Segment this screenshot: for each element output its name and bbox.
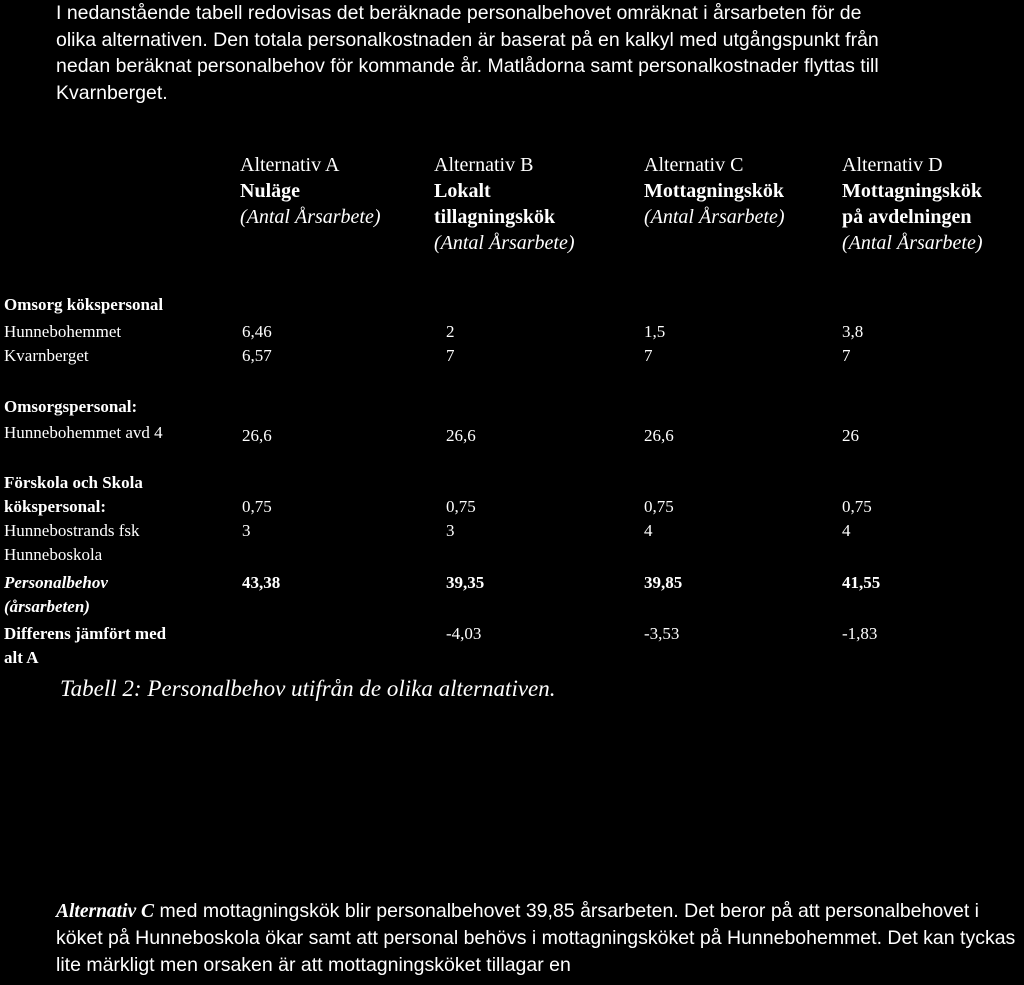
cell-kvarnberget-b: 7 xyxy=(446,346,455,365)
row-label-hunnebohemmet: Hunnebohemmet xyxy=(4,322,122,341)
cell-personalbehov-b: 39,35 xyxy=(446,573,485,592)
column-header-line4: (Antal Årsarbete) xyxy=(842,232,983,254)
outro-lead: Alternativ C xyxy=(56,901,155,922)
column-header-line2: Mottagningskök xyxy=(842,180,983,202)
cell-avd4-d: 26 xyxy=(842,426,859,445)
cell-avd4-a: 26,6 xyxy=(242,426,272,445)
cell-hunnebostrand-a: 3 xyxy=(242,521,251,540)
column-header-alt-a xyxy=(240,152,381,230)
column-header-alt-b xyxy=(434,152,575,256)
cell-differens-c: -3,53 xyxy=(644,624,680,643)
section-omsorgspersonal: Omsorgspersonal: xyxy=(4,397,138,416)
cell-kvarnberget-d: 7 xyxy=(842,346,851,365)
cell-differens-d: -1,83 xyxy=(842,624,878,643)
column-header-line1: Alternativ B xyxy=(434,154,534,176)
cell-hunnebohemmet-c: 1,5 xyxy=(644,322,666,341)
cell-personalbehov-c: 39,85 xyxy=(644,573,683,592)
cell-hunnebostrand-b: 3 xyxy=(446,521,455,540)
row-label-hunneboskola: Hunneboskola xyxy=(4,545,103,564)
row-label-arsarbeten: (årsarbeten) xyxy=(4,597,90,616)
table-caption: Tabell 2: Personalbehov utifrån de olika alternativen. xyxy=(60,676,556,701)
row-label-avd4: Hunnebohemmet avd 4 xyxy=(4,423,163,442)
cell-forskola-d: 0,75 xyxy=(842,497,872,516)
cell-kvarnberget-a: 6,57 xyxy=(242,346,272,365)
section-forskola-kokspersonal: kökspersonal: xyxy=(4,497,107,516)
outro-text: med mottagningskök blir personalbehovet 39,85 årsarbeten. Det beror på att personalbehovet i köket på Hunneboskola ökar samt att personal behövs i mottagningsköket på Hunnebohemmet. Det kan tyckas lite märkligt men orsaken är att mottagningsköket tillagar en xyxy=(56,900,1016,976)
column-header-line3: (Antal Årsarbete) xyxy=(644,206,785,228)
cell-avd4-b: 26,6 xyxy=(446,426,476,445)
cell-kvarnberget-c: 7 xyxy=(644,346,653,365)
column-header-line1: Alternativ D xyxy=(842,154,943,176)
cell-personalbehov-d: 41,55 xyxy=(842,573,881,592)
column-header-alt-d xyxy=(842,152,983,256)
row-label-differens: Differens jämfört med xyxy=(4,624,167,643)
section-forskola-skola: Förskola och Skola xyxy=(4,473,143,492)
column-header-line1: Alternativ A xyxy=(240,154,340,176)
column-header-line3: tillagningskök xyxy=(434,206,556,228)
row-label-kvarnberget: Kvarnberget xyxy=(4,346,89,365)
column-header-line3: (Antal Årsarbete) xyxy=(240,206,381,228)
cell-personalbehov-a: 43,38 xyxy=(242,573,281,592)
column-header-alt-c xyxy=(644,152,785,230)
column-header-line3: på avdelningen xyxy=(842,206,972,228)
intro-paragraph: I nedanstående tabell redovisas det beräknade personalbehovet omräknat i årsarbeten för de olika alternativen. Den totala personalkostnaden är baserat på en kalkyl med utgångspunkt från nedan beräknat personalbehov för kommande år. Matlådorna samt personalkostnader flyttas till Kvarnberget. xyxy=(56,2,879,104)
row-label-hunnebostrand: Hunnebostrands fsk xyxy=(4,521,140,540)
cell-hunnebohemmet-b: 2 xyxy=(446,322,455,341)
section-omsorg-kokspersonal: Omsorg kökspersonal xyxy=(4,295,164,314)
outro-paragraph xyxy=(56,898,1016,979)
column-header-line1: Alternativ C xyxy=(644,154,744,176)
row-label-alt-a: alt A xyxy=(4,648,39,667)
cell-forskola-b: 0,75 xyxy=(446,497,476,516)
row-label-personalbehov: Personalbehov xyxy=(4,573,108,592)
cell-avd4-c: 26,6 xyxy=(644,426,674,445)
cell-hunnebostrand-c: 4 xyxy=(644,521,653,540)
cell-forskola-c: 0,75 xyxy=(644,497,674,516)
column-header-line4: (Antal Årsarbete) xyxy=(434,232,575,254)
cell-differens-b: -4,03 xyxy=(446,624,482,643)
column-header-line2: Nuläge xyxy=(240,180,300,202)
cell-forskola-a: 0,75 xyxy=(242,497,272,516)
cell-hunnebohemmet-a: 6,46 xyxy=(242,322,272,341)
cell-hunnebohemmet-d: 3,8 xyxy=(842,322,864,341)
column-header-line2: Mottagningskök xyxy=(644,180,785,202)
cell-hunnebostrand-d: 4 xyxy=(842,521,851,540)
column-header-line2: Lokalt xyxy=(434,180,491,202)
